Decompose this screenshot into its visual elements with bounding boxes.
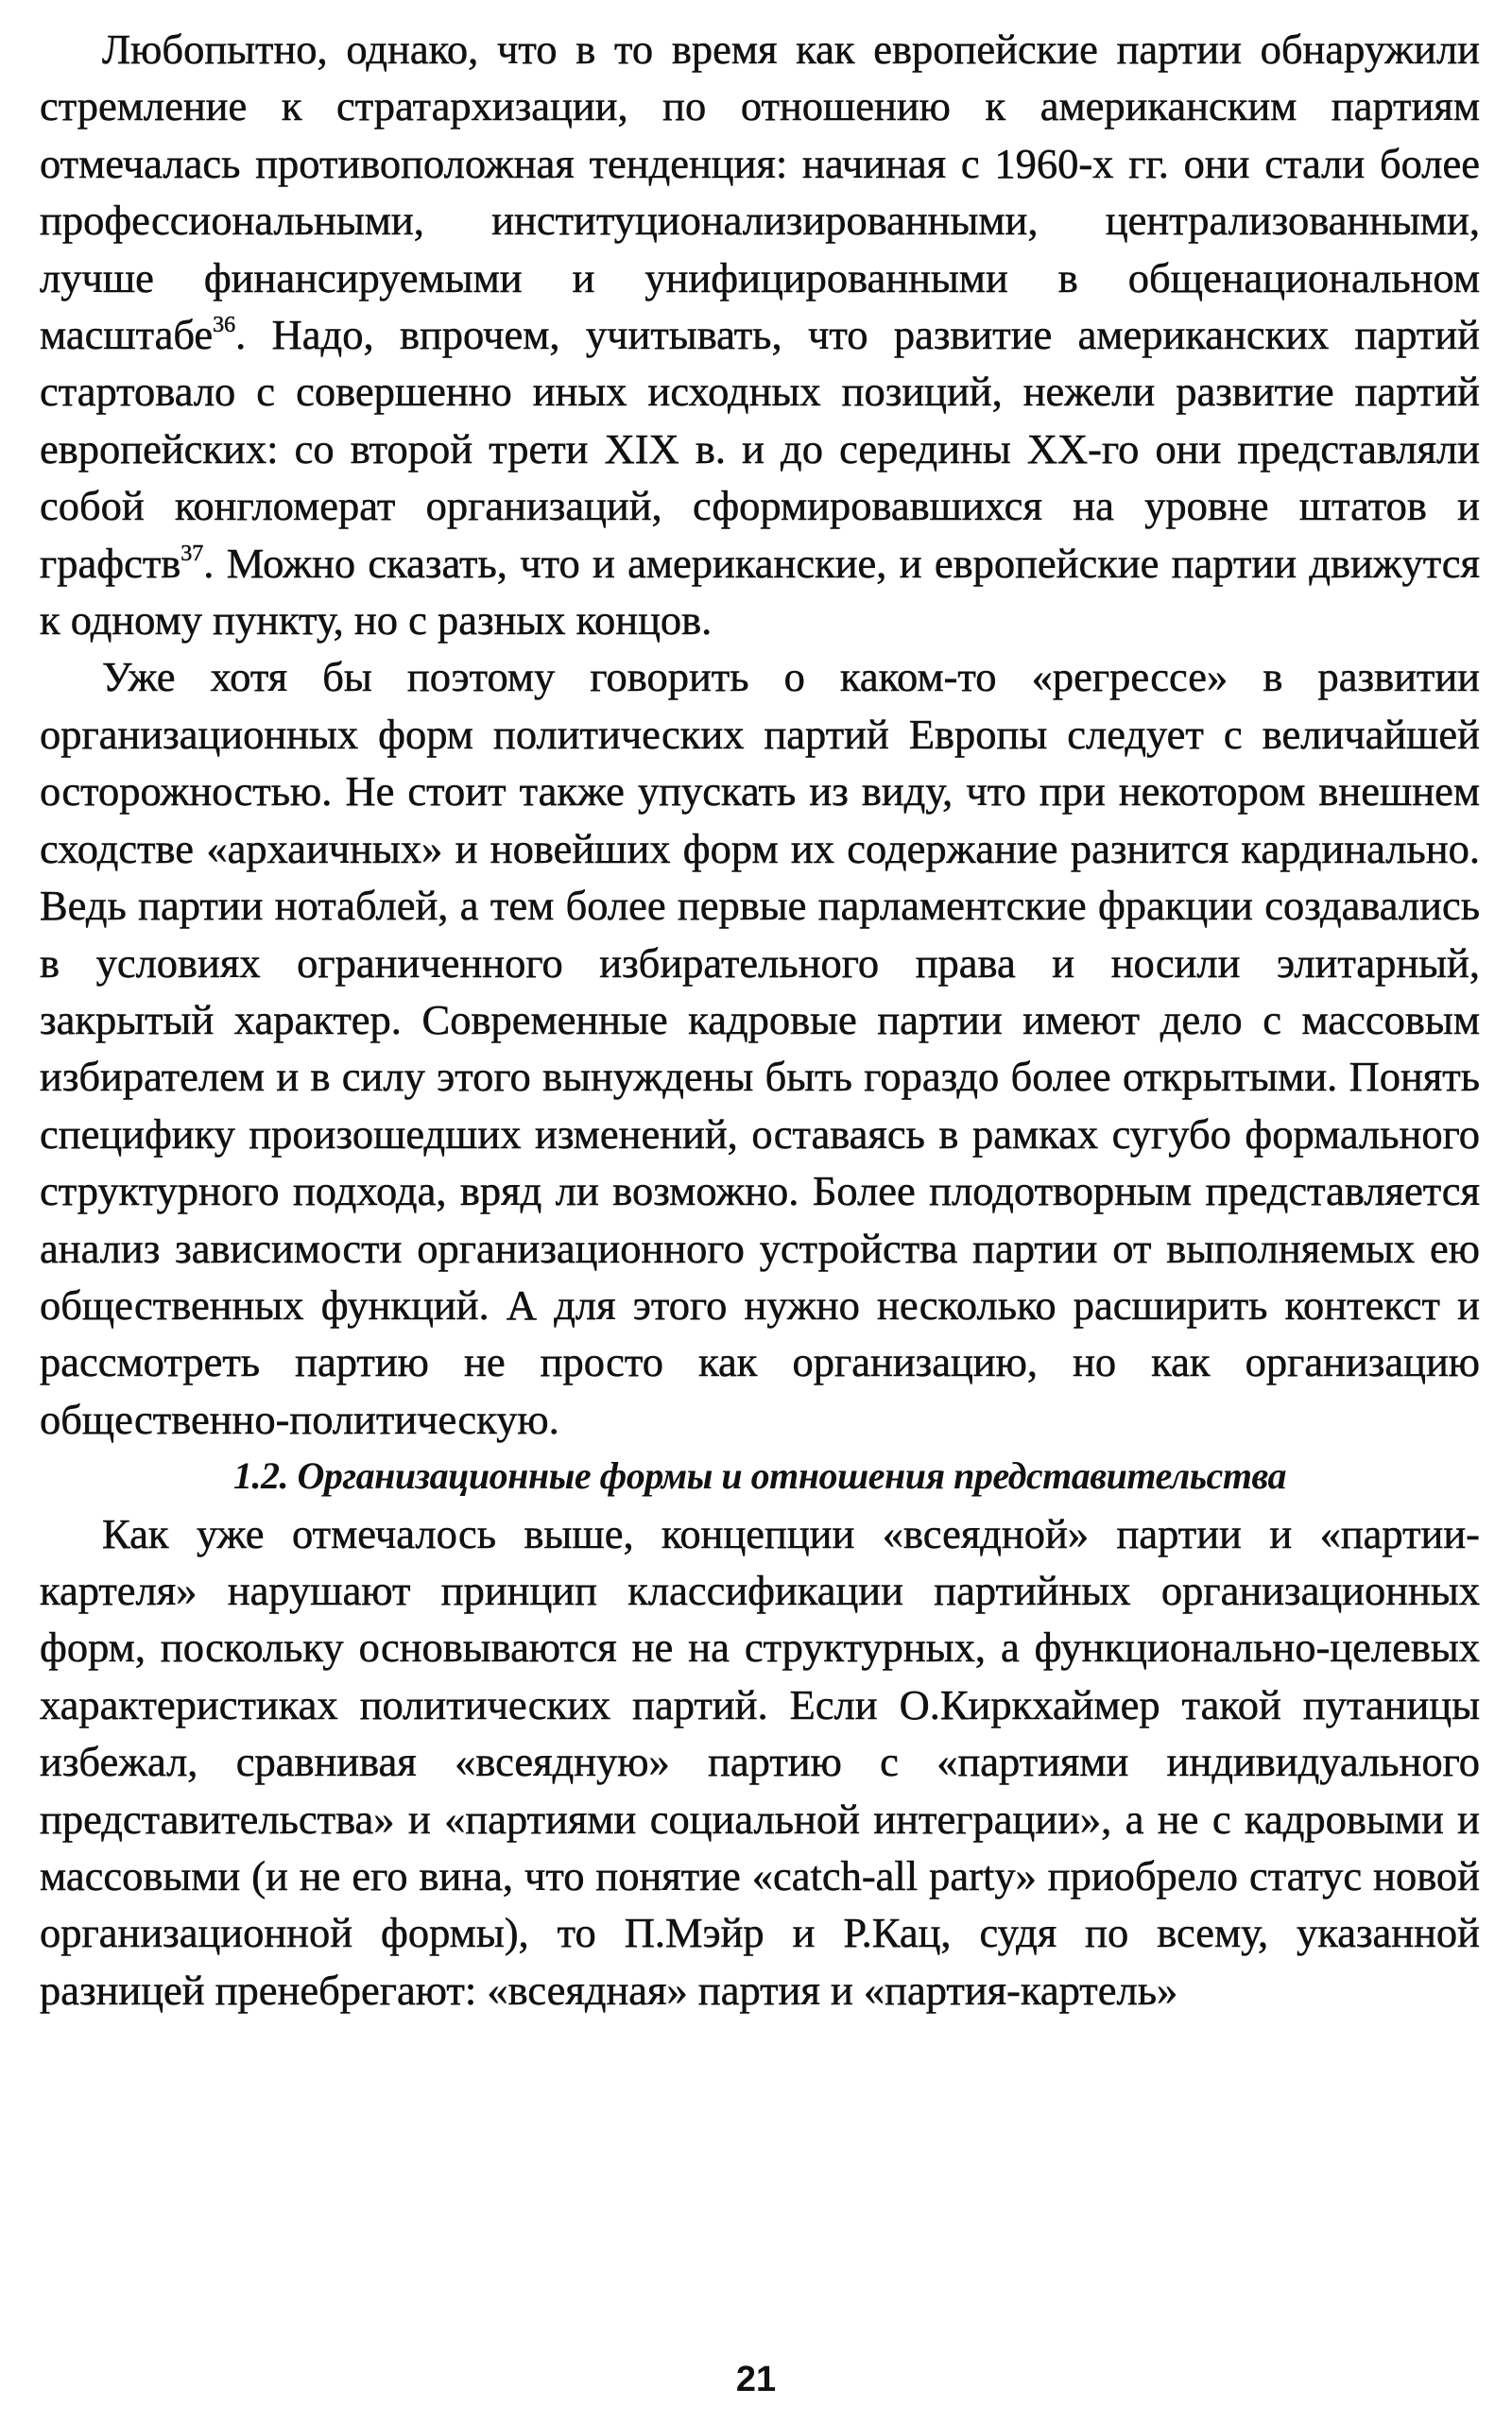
paragraph-1 (40, 21, 1480, 648)
footnote-ref-36: 36 (213, 313, 236, 338)
page-number: 21 (735, 2360, 777, 2399)
section-heading: 1.2. Организационные формы и отношения представительства (232, 1454, 1287, 1498)
paragraph-1-text-c: . Можно сказать, что и американские, и европейские партии движутся к одному пункту, но с разных концов. (40, 539, 1480, 644)
footnote-ref-37: 37 (180, 541, 204, 566)
paragraph-1-text-b: . Надо, впрочем, учитывать, что развитие американских партий стартовало с совершенно иных исходных позиций, нежели развитие партий европейских: со второй трети XIX в. и до середины XX-го они представляли собой конгломерат организаций, сформировавшихся на уровне штатов и графств (40, 311, 1480, 587)
paragraph-1-text-a: Любопытно, однако, что в то время как европейские партии обнаружили стремление к стратархизации, по отношению к американским партиям отмечалась противоположная тенденция: начиная с 1960-х гг. они стали более профессиональными, институционализированными, централизованными, лучше финансируемыми и унифицированными в общенациональном масштабе (40, 26, 1480, 359)
paragraph-3: Как уже отмечалось выше, концепции «всеядной» партии и «партии-картеля» нарушают принцип классификации партийных организационных форм, поскольку основываются не на структурных, а функционально-целевых характеристиках политических партий. Если О.Киркхаймер такой путаницы избежал, сравнивая «всеядную» партию с «партиями индивидуального представительства» и «партиями социальной интеграции», а не с кадровыми и массовыми (и не его вина, что понятие «catch-all party» приобрело статус новой организационной формы), то П.Мэйр и Р.Кац, судя по всему, указанной разницей пренебрегают: «всеядная» партия и «партия-картель» (40, 1509, 1480, 2014)
paragraph-2: Уже хотя бы поэтому говорить о каком-то «регрессе» в развитии организационных форм политических партий Европы следует с величайшей осторожностью. Не стоит также упускать из виду, что при некотором внешнем сходстве «архаичных» и новейших форм их содержание разнится кардинально. Ведь партии нотаблей, а тем более первые парламентские фракции создавались в условиях ограниченного избирательного права и носили элитарный, закрытый характер. Современные кадровые партии имеют дело с массовым избирателем и в силу этого вынуждены быть гораздо более открытыми. Понять специфику произошедших изменений, оставаясь в рамках сугубо формального структурного подхода, вряд ли возможно. Более плодотворным представляется анализ зависимости организационного устройства партии от выполняемых ею общественных функций. А для этого нужно несколько расширить контекст и рассмотреть партию не просто как организацию, но как организацию общественно-политическую. (40, 653, 1480, 1443)
